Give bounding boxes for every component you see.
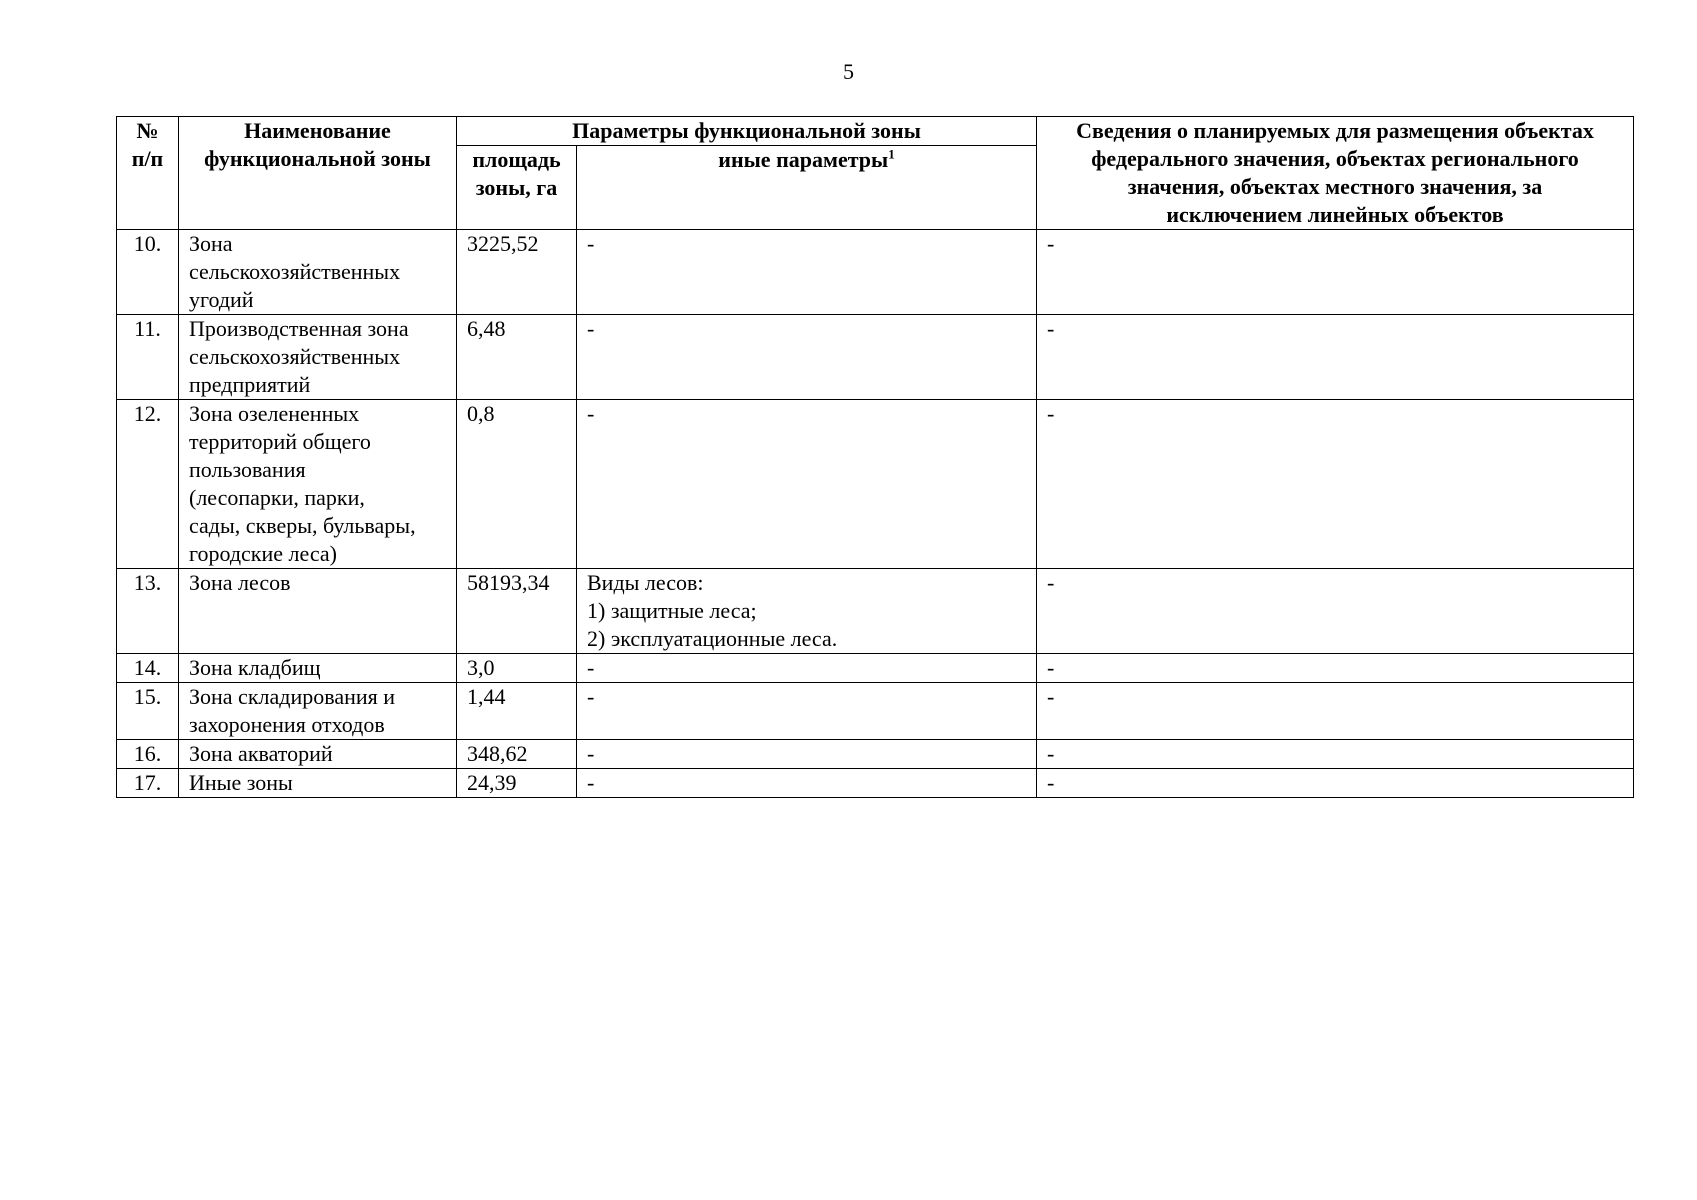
row-area: 6,48 (457, 315, 577, 400)
row-area: 1,44 (457, 683, 577, 740)
header-num: № п/п (117, 117, 179, 230)
row-area: 3,0 (457, 654, 577, 683)
row-area: 0,8 (457, 400, 577, 569)
row-other-params: - (577, 230, 1037, 315)
table-row (117, 230, 1634, 315)
row-planned-objects: - (1037, 740, 1634, 769)
footnote-marker: 1 (888, 146, 895, 162)
row-planned-objects: - (1037, 654, 1634, 683)
table-header (117, 117, 1634, 230)
row-planned-objects: - (1037, 569, 1634, 654)
table-row (117, 400, 1634, 569)
row-num: 16. (117, 740, 179, 769)
row-area: 3225,52 (457, 230, 577, 315)
row-zone-name: Зона кладбищ (179, 654, 457, 683)
header-other-params: иные параметры$^1$ (577, 146, 1037, 230)
table-row (117, 569, 1634, 654)
row-planned-objects: - (1037, 769, 1634, 798)
row-other-params: Виды лесов: 1) защитные леса; 2) эксплуатационные леса. (577, 569, 1037, 654)
row-other-params: - (577, 740, 1037, 769)
row-num: 13. (117, 569, 179, 654)
row-zone-name: Зона сельскохозяйственных угодий (179, 230, 457, 315)
row-num: 10. (117, 230, 179, 315)
functional-zones-table (116, 116, 1634, 798)
row-other-params: - (577, 683, 1037, 740)
row-other-params: - (577, 654, 1037, 683)
row-other-params: - (577, 315, 1037, 400)
header-zone-name: Наименование функциональной зоны (179, 117, 457, 230)
row-planned-objects: - (1037, 683, 1634, 740)
table-row (117, 654, 1634, 683)
header-planned-objects: Сведения о планируемых для размещения объектах федерального значения, объектах регионального значения, объектах местного значения, за исключением линейных объектов (1037, 117, 1634, 230)
header-zone-params: Параметры функциональной зоны (457, 117, 1037, 146)
row-other-params: - (577, 400, 1037, 569)
row-zone-name: Производственная зона сельскохозяйственных предприятий (179, 315, 457, 400)
row-num: 11. (117, 315, 179, 400)
row-zone-name: Зона акваторий (179, 740, 457, 769)
table-row (117, 769, 1634, 798)
row-num: 17. (117, 769, 179, 798)
row-other-params: - (577, 769, 1037, 798)
row-zone-name: Зона складирования и захоронения отходов (179, 683, 457, 740)
row-planned-objects: - (1037, 315, 1634, 400)
row-num: 12. (117, 400, 179, 569)
row-area: 58193,34 (457, 569, 577, 654)
row-num: 15. (117, 683, 179, 740)
row-planned-objects: - (1037, 230, 1634, 315)
page-number: 5 (843, 59, 854, 84)
table-body (117, 230, 1634, 798)
header-area: площадь зоны, га (457, 146, 577, 230)
row-planned-objects: - (1037, 400, 1634, 569)
table-row (117, 740, 1634, 769)
table-row (117, 315, 1634, 400)
row-num: 14. (117, 654, 179, 683)
row-area: 348,62 (457, 740, 577, 769)
row-zone-name: Зона озелененных территорий общего пользования (лесопарки, парки, сады, скверы, бульвары, городские леса) (179, 400, 457, 569)
table-row (117, 683, 1634, 740)
row-zone-name: Зона лесов (179, 569, 457, 654)
row-zone-name: Иные зоны (179, 769, 457, 798)
row-area: 24,39 (457, 769, 577, 798)
